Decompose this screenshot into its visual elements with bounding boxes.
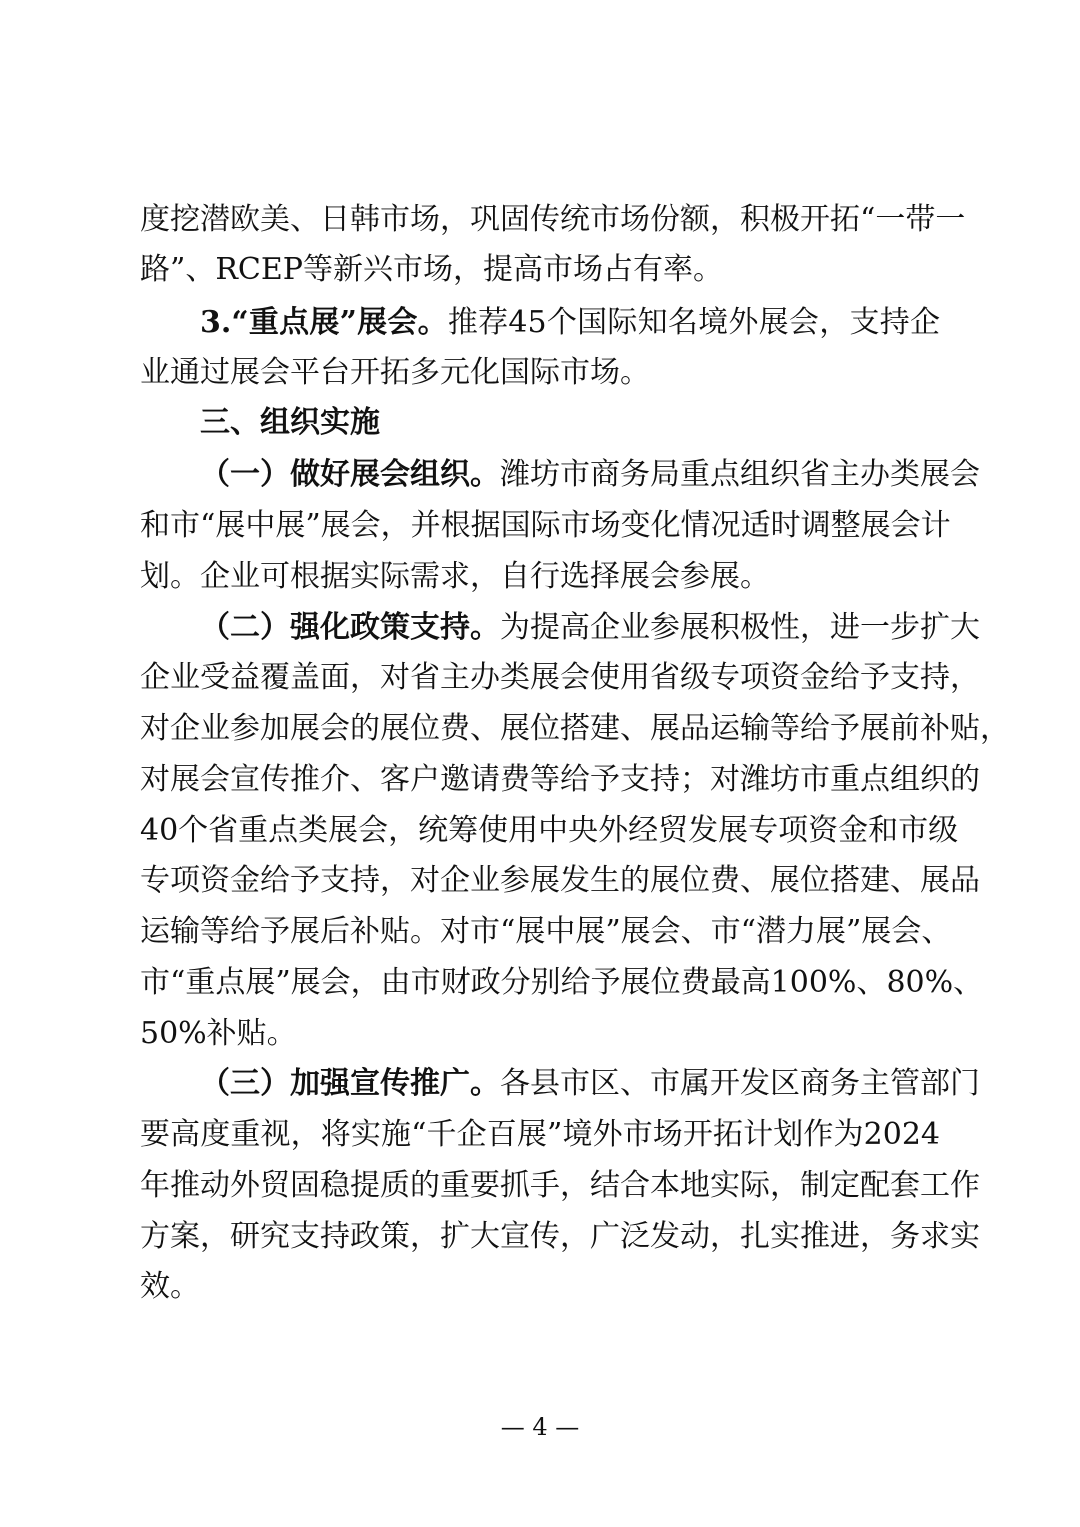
sub-1-text: 潍坊市商务局重点组织省主办类展会 [500,457,980,492]
sub-3-text: 各县市区、市属开发区商务主管部门 [500,1066,980,1101]
body-line-15: 运输等给予展后补贴。对市“展中展”展会、市“潜力展”展会、 [140,914,952,949]
page-number: — 4 — [500,1413,580,1441]
body-line-11: 对企业参加展会的展位费、展位搭建、展品运输等给予展前补贴， [140,711,1010,746]
body-line-19: 要高度重视，将实施“千企百展”境外市场开拓计划作为2024 [140,1117,940,1152]
body-line-17: 50%补贴。 [140,1016,297,1051]
item-3-line [200,298,940,348]
body-line-12: 对展会宣传推介、客户邀请费等给予支持；对潍坊市重点组织的 [140,762,980,797]
sub-3-heading: （三）加强宣传推广。 [200,1066,500,1101]
item-3-heading: 3.“重点展”展会。 [200,305,448,340]
sub-2-line [200,603,980,653]
sub-2-text: 为提高企业参展积极性，进一步扩大 [500,610,980,645]
body-line-16: 市“重点展”展会，由市财政分别给予展位费最高100%、80%、 [140,965,984,1000]
body-line-13: 40个省重点类展会，统筹使用中央外经贸发展专项资金和市级 [140,813,959,848]
body-line-20: 年推动外贸固稳提质的重要抓手，结合本地实际，制定配套工作 [140,1168,980,1203]
sub-2-heading: （二）强化政策支持。 [200,610,500,645]
sub-1-heading: （一）做好展会组织。 [200,457,500,492]
section-3-heading [200,398,940,448]
body-line-14: 专项资金给予支持，对企业参展发生的展位费、展位搭建、展品 [140,863,980,898]
body-line-10: 企业受益覆盖面，对省主办类展会使用省级专项资金给予支持， [140,660,980,695]
body-line-1: 度挖潜欧美、日韩市场，巩固传统市场份额，积极开拓“一带一 [140,202,966,237]
body-line-7: 和市“展中展”展会，并根据国际市场变化情况适时调整展会计 [140,508,951,543]
item-3-text: 推荐45个国际知名境外展会，支持企 [447,305,940,340]
sub-3-line [200,1059,980,1109]
sub-1-line [200,450,980,500]
body-line-22: 效。 [140,1269,200,1304]
body-line-2: 路”、RCEP等新兴市场，提高市场占有率。 [140,252,723,287]
body-line-8: 划。企业可根据实际需求，自行选择展会参展。 [140,559,770,594]
body-line-21: 方案，研究支持政策，扩大宣传，广泛发动，扎实推进，务求实 [140,1219,980,1254]
section-3-heading-text: 三、组织实施 [200,405,380,440]
body-line-4: 业通过展会平台开拓多元化国际市场。 [140,355,650,390]
